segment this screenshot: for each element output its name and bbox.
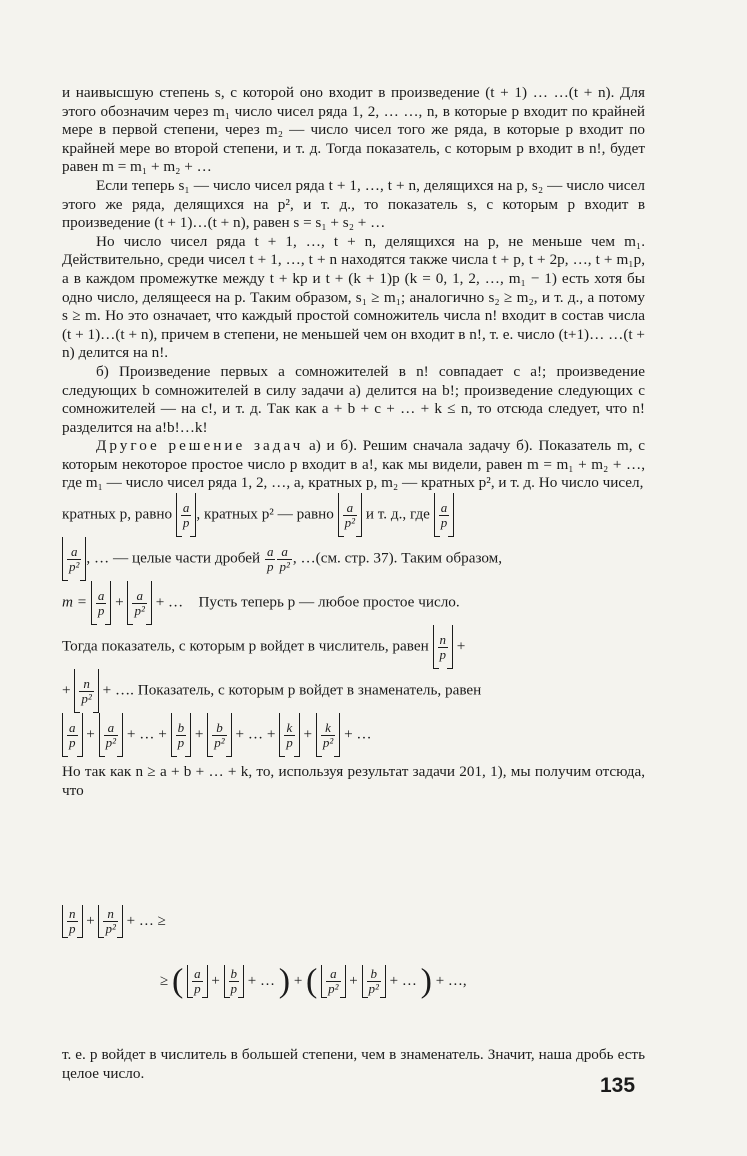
other-solution-paragraph bbox=[62, 437, 645, 493]
text-fragment: + … bbox=[102, 681, 131, 699]
other-solution-heading: Другое решение задач bbox=[96, 437, 304, 455]
formula-line-6: $\frac{a}{p}$ + $\frac{a}{\text{p²}}$ + … + $\frac{b}{p}$ + $\frac{b}{\text{p²}}$ + … + $\frac{k}{p}$ + $\frac{k}{\text{p²}}$ + … bbox=[62, 713, 645, 757]
paragraph-2: Если теперь s₁ — число чисел ряда t + 1, …, t + n, делящихся на p, s₂ — число чисел этого же ряда, делящихся на p², и т. д., то показатель s, с которым p входит в произведение (t + 1)…(t + n), равен s = s₁ + s₂ + … bbox=[62, 176, 645, 232]
other-solution-line1: а) и б). Решим сначала задачу б). Показатель m, с которым некоторое простое число p входит в a!, как мы видели, равен m = m₁ + m₂ + …, где m₁ — число чисел ряда 1, 2, …, a, кратных p, m₂ — кратных p², и т. д. Но число чисел, bbox=[62, 437, 645, 492]
floor-a-p2: $\frac{a}{\text{p²}}$ bbox=[321, 965, 345, 998]
paragraph-3: Но число чисел ряда t + 1, …, t + n, делящихся на p, не меньше чем m₁. Действительно, среди чисел t + 1, …, t + n находятся также числа t + p, t + 2p, …, t + m₁p, а в каждом промежутке между t + kp и t + (k + 1)p (k = 0, 1, 2, …, m₁ − 1) есть хотя бы одно число, делящееся на p. Таким образом, s₁ ≥ m₁; аналогично s₂ ≥ m₂, и т. д., а потому s ≥ m. Но это означает, что каждый простой сомножитель числа n! входит в состав числа (t + 1)…(t + n), причем в степени, не меньшей чем он входит в n!, т. е. число (t+1)… …(t + n) делится на n!. bbox=[62, 232, 645, 362]
floor-a-p: $\frac{a}{p}$ bbox=[91, 581, 112, 625]
paragraph-4: б) Произведение первых a сомножителей в n! совпадает с a!; произведение следующих b сомножителей в силу задачи а) делится на b!; произведение следующих c сомножителей — на c!, и т. д. Так как a + b + c + … + k ≤ n, то отсюда следует, что n! разделится на a!b!…k! bbox=[62, 362, 645, 436]
floor-n-p2: $\frac{n}{\text{p²}}$ bbox=[98, 905, 122, 938]
floor-n-p: $\frac{n}{p}$ bbox=[433, 625, 454, 669]
text-fragment: равно bbox=[134, 505, 173, 523]
floor-a-p: $\frac{a}{p}$ bbox=[176, 493, 197, 537]
text-fragment: , … — целые части дробей bbox=[86, 549, 261, 567]
floor-a-p: $\frac{a}{p}$ bbox=[62, 713, 83, 757]
ge-sign: ≥ bbox=[160, 972, 169, 989]
text-fragment: Тогда показатель, с которым p войдет в числитель, равен bbox=[62, 637, 429, 655]
floor-b-p2: $\frac{b}{\text{p²}}$ bbox=[207, 713, 231, 757]
text-fragment: кратных p, bbox=[62, 505, 132, 523]
formula-line-2 bbox=[62, 537, 645, 581]
floor-a-p: $\frac{a}{p}$ bbox=[187, 965, 208, 998]
fraction-a-p: $\frac{a}{p}$ bbox=[266, 543, 274, 574]
floor-n-p: $\frac{n}{p}$ bbox=[62, 905, 83, 938]
formula-line-5 bbox=[62, 669, 645, 713]
text-fragment: . Показатель, с которым p войдет в знаменатель, равен bbox=[130, 681, 482, 699]
text-fragment: , …(см. стр. 37). Таким образом, bbox=[292, 549, 503, 567]
floor-a-p2: $\frac{a}{\text{p²}}$ bbox=[99, 713, 123, 757]
floor-a-p2: $\frac{a}{\text{p²}}$ bbox=[338, 493, 362, 537]
floor-a-p2: $\frac{a}{\text{p²}}$ bbox=[62, 537, 86, 581]
fraction-a-p2: $\frac{a}{\text{p²}}$ bbox=[279, 543, 290, 574]
plus-sign: + bbox=[115, 593, 124, 611]
floor-k-p: $\frac{k}{p}$ bbox=[279, 713, 300, 757]
conclusion: т. е. p войдет в числитель в большей степени, чем в знаменатель. Значит, наша дробь есть целое число. bbox=[62, 1046, 645, 1082]
paragraph-1: и наивысшую степень s, с которой оно входит в произведение (t + 1) … …(t + n). Для этого обозначим через m₁ число чисел ряда 1, 2, … …, n, в которые p входит по крайней мере в первой степени, через m₂ — число чисел того же ряда, в которые p входит по крайней мере во второй степени, и т. д. Тогда показатель, с которым p входит в n!, будет равен m = m₁ + m₂ + … bbox=[62, 84, 645, 176]
text-fragment: p² — равно bbox=[261, 505, 334, 523]
plus-sign: + bbox=[62, 681, 71, 699]
page-number: 135 bbox=[600, 1074, 636, 1097]
floor-b-p2: $\frac{b}{\text{p²}}$ bbox=[362, 965, 386, 998]
text-fragment: и т. д., где bbox=[365, 505, 430, 523]
floor-n-p2: $\frac{n}{\text{p²}}$ bbox=[74, 669, 98, 713]
formula-line-3 bbox=[62, 581, 645, 625]
plus-sign: + bbox=[456, 637, 466, 655]
floor-b-p: $\frac{b}{p}$ bbox=[171, 713, 192, 757]
formula-line-1 bbox=[62, 493, 645, 537]
text-fragment: + … bbox=[155, 593, 184, 611]
floor-k-p2: $\frac{k}{\text{p²}}$ bbox=[316, 713, 340, 757]
paragraph-no: Но так как n ≥ a + b + … + k, то, используя результат задачи 201, 1), мы получим отсюда, что bbox=[62, 763, 645, 799]
text-fragment: + … ≥ bbox=[126, 912, 166, 929]
inequality-line-2: ≥ ( $\frac{a}{p}$ + $\frac{b}{p}$ + … ) + ( $\frac{a}{\text{p²}}$ + $\frac{b}{\text{p²}}$ + … ) + …, bbox=[160, 962, 467, 1000]
page-body bbox=[62, 84, 645, 800]
floor-a-p: $\frac{a}{p}$ bbox=[434, 493, 455, 537]
formula-line-4 bbox=[62, 625, 645, 669]
inequality-line-1: $\frac{n}{p}$ + $\frac{n}{\text{p²}}$ + … ≥ bbox=[62, 905, 645, 941]
floor-b-p: $\frac{b}{p}$ bbox=[224, 965, 245, 998]
text-fragment: m = bbox=[62, 593, 88, 611]
floor-a-p2: $\frac{a}{\text{p²}}$ bbox=[127, 581, 151, 625]
text-fragment: , кратных bbox=[196, 505, 258, 523]
text-fragment: Пусть теперь p — любое простое число. bbox=[198, 593, 460, 611]
